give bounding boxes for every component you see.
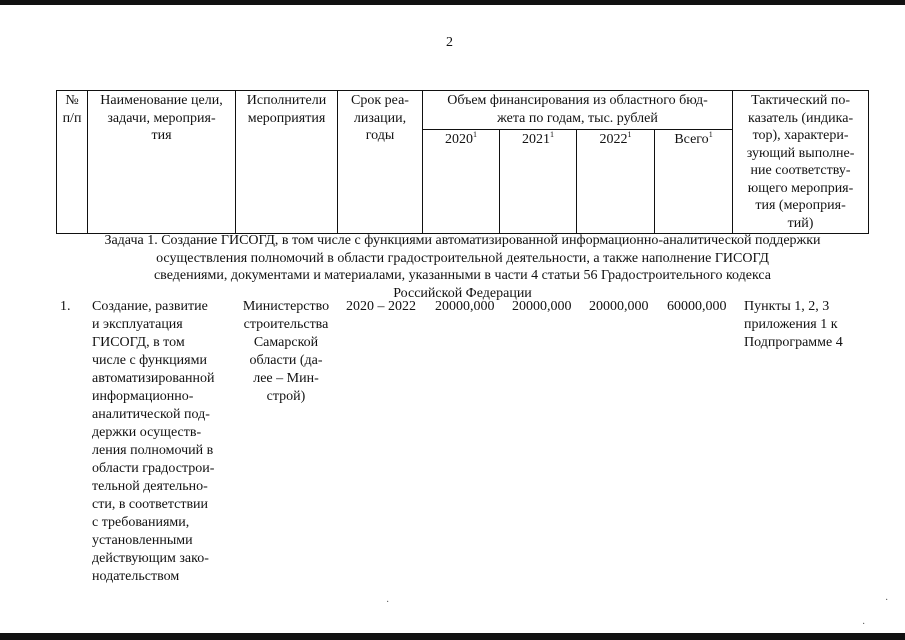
row-indicator: Пункты 1, 2, 3 приложения 1 к Подпрограмме 4	[744, 299, 843, 350]
header-year-2022: 2022$^1$	[577, 129, 655, 233]
header-year-2021: 2021$^1$	[500, 129, 577, 233]
header-executors: Исполнители мероприятия	[236, 91, 338, 234]
scan-speck: ·	[862, 619, 866, 630]
row-term: 2020 – 2022	[346, 299, 416, 314]
header-name: Наименование цели, задачи, мероприя- тия	[88, 91, 236, 234]
row-funding-2021: 20000,000	[512, 299, 572, 314]
table-header	[56, 90, 869, 234]
task-heading: Задача 1. Создание ГИСОГД, в том числе с функциями автоматизированной информационно-аналитической поддержки осуществления полномочий в области градостроительной деятельности, а также наполнение ГИСОГД сведениями, документами и материалами, указанными в части 4 статьи 56 Градостроительного кодекса Российской Федерации	[104, 233, 821, 301]
header-indicator: Тактический по- казатель (индика- тор), характери- зующий выполне- ние соответству- ющего мероприя- тия (мероприя- тий)	[733, 91, 869, 234]
header-term: Срок реа- лизации, годы	[338, 91, 423, 234]
page-number: 2	[446, 35, 453, 50]
header-year-total: Всего$^1$	[655, 129, 733, 233]
row-number: 1.	[60, 299, 71, 314]
top-scan-border	[0, 0, 905, 5]
row-executor: Министерство строительства Самарской области (да- лее – Мин- строй)	[242, 299, 330, 404]
header-number: № п/п	[57, 91, 88, 234]
header-year-2020: 2020$^1$	[423, 129, 500, 233]
row-funding-2020: 20000,000	[435, 299, 495, 314]
scan-speck: ·	[885, 595, 889, 606]
row-activity-name: Создание, развитие и эксплуатация ГИСОГД, в том числе с функциями автоматизированной информационно- аналитической под- держки осуществ- ления полномочий в области градострои- тельной деятельно- сти, в соответствии с требованиями, установленными действующим зако- нодательством	[92, 299, 215, 584]
row-funding-total: 60000,000	[667, 299, 727, 314]
bottom-scan-border	[0, 633, 905, 640]
row-funding-2022: 20000,000	[589, 299, 649, 314]
header-funding: Объем финансирования из областного бюд- жета по годам, тыс. рублей	[423, 91, 733, 130]
scan-speck: ·	[386, 597, 390, 608]
